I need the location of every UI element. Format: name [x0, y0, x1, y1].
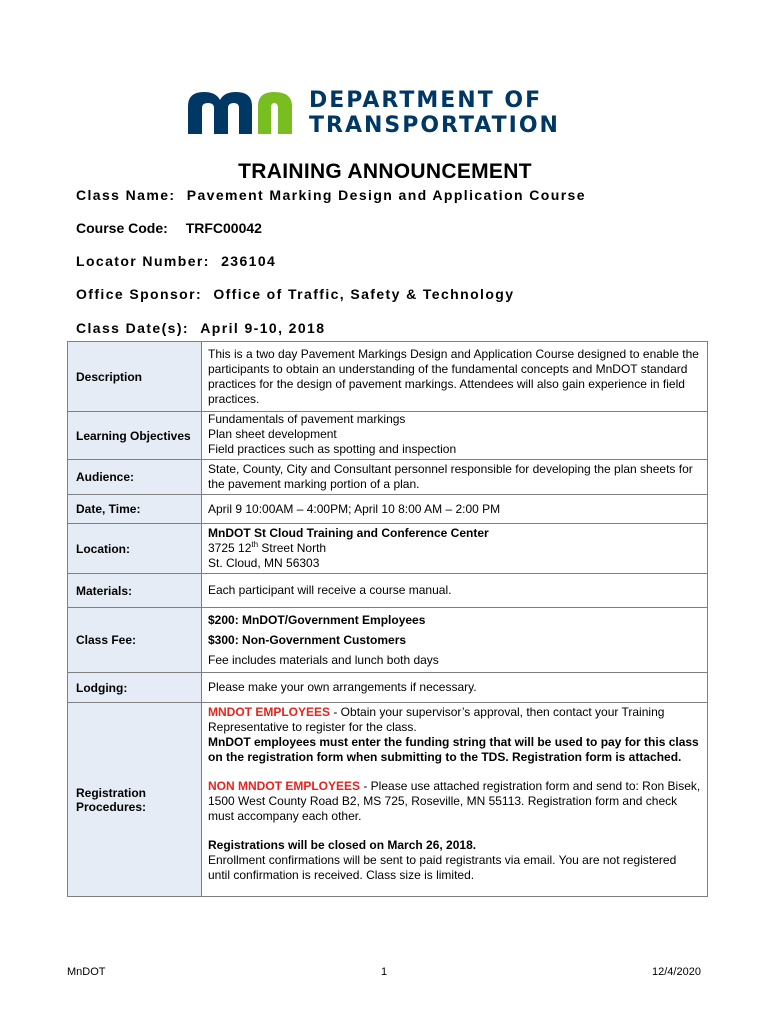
- locator-line: [76, 253, 276, 269]
- mndot-logo: [186, 88, 586, 140]
- location-text: [202, 524, 708, 574]
- reg-mndot-head: MNDOT EMPLOYEES: [208, 705, 331, 719]
- footer-left: MnDOT: [67, 966, 106, 978]
- sponsor-value: Office of Traffic, Safety & Technology: [213, 286, 515, 302]
- reg-confirm: Enrollment confirmations will be sent to paid registrants via email. You are not registered until confirmation is received. Class size is limited.: [208, 853, 677, 882]
- datetime-text: April 9 10:00AM – 4:00PM; April 10 8:00 AM – 2:00 PM: [202, 495, 708, 524]
- location-street-num: 3725 12: [208, 541, 252, 555]
- row-fee: [68, 608, 708, 673]
- dates-value: April 9-10, 2018: [200, 320, 326, 336]
- mn-logo-icon: [186, 88, 296, 136]
- page-title: TRAINING ANNOUNCEMENT: [238, 160, 532, 183]
- logo-wordmark: [309, 88, 560, 138]
- fee-text: [202, 608, 708, 673]
- logo-line-2: TRANSPORTATION: [309, 113, 560, 138]
- reg-mndot-text: - Obtain your supervisor’s approval, then contact your Training Representative to register for the class.: [208, 705, 665, 734]
- course-info-table: [67, 341, 708, 897]
- objectives-list: [202, 412, 708, 460]
- fee-gov: $200: MnDOT/Government Employees: [208, 613, 426, 627]
- reg-mndot-para: [208, 705, 701, 735]
- sponsor-line: [76, 286, 514, 302]
- description-text: This is a two day Pavement Markings Design and Application Course designed to enable the participants to obtain an understanding of the fundamental concepts and MnDOT standard practices for the design of pavement markings. Attendees will also gain experience in field practices.: [202, 342, 708, 412]
- fee-nongov: $300: Non-Government Customers: [208, 633, 407, 647]
- row-audience: [68, 460, 708, 495]
- lodging-label: Lodging:: [68, 673, 202, 703]
- materials-text: Each participant will receive a course manual.: [202, 574, 708, 608]
- reg-non-text: - Please use attached registration form and send to: Ron Bisek, 1500 West County Road B2, MS 725, Roseville, MN 55113. Registration form and check must accompany each other.: [208, 779, 701, 823]
- class-name-value: Pavement Marking Design and Application Course: [186, 187, 586, 203]
- row-lodging: [68, 673, 708, 703]
- location-street-sup: th: [251, 540, 259, 549]
- objective-item: Plan sheet development: [208, 427, 337, 441]
- reg-mndot-bold: MnDOT employees must enter the funding string that will be used to pay for this class on the registration form when submitting to the TDS. Registration form is attached.: [208, 735, 699, 764]
- sponsor-label: Office Sponsor:: [76, 286, 203, 302]
- location-street-rest: Street North: [258, 541, 327, 555]
- location-street: [208, 541, 701, 556]
- course-code-line: [76, 220, 262, 236]
- objectives-label: Learning Objectives: [68, 412, 202, 460]
- location-name: MnDOT St Cloud Training and Conference Center: [208, 526, 489, 540]
- lodging-text: Please make your own arrangements if necessary.: [202, 673, 708, 703]
- location-city: St. Cloud, MN 56303: [208, 556, 320, 570]
- objective-item: Fundamentals of pavement markings: [208, 412, 406, 426]
- row-registration: [68, 703, 708, 897]
- dates-label: Class Date(s):: [76, 320, 189, 336]
- course-code-label: Course Code:: [76, 220, 168, 236]
- footer-date: 12/4/2020: [652, 966, 701, 978]
- fee-note: Fee includes materials and lunch both days: [208, 653, 439, 667]
- registration-text: [202, 703, 708, 897]
- footer-page-number: 1: [381, 966, 388, 978]
- audience-label: Audience:: [68, 460, 202, 495]
- location-label: Location:: [68, 524, 202, 574]
- row-datetime: [68, 495, 708, 524]
- audience-text: State, County, City and Consultant personnel responsible for developing the plan sheets for the pavement marking portion of a plan.: [202, 460, 708, 495]
- class-name-label: Class Name:: [76, 187, 176, 203]
- description-label: Description: [68, 342, 202, 412]
- row-objectives: [68, 412, 708, 460]
- row-materials: [68, 574, 708, 608]
- reg-non-para: [208, 779, 701, 824]
- fee-label: Class Fee:: [68, 608, 202, 673]
- locator-label: Locator Number:: [76, 253, 210, 269]
- registration-label: Registration Procedures:: [68, 703, 202, 897]
- reg-closed: Registrations will be closed on March 26, 2018.: [208, 838, 477, 852]
- datetime-label: Date, Time:: [68, 495, 202, 524]
- locator-value: 236104: [221, 253, 277, 269]
- logo-line-1: DEPARTMENT OF: [309, 88, 543, 113]
- course-code-value: TRFC00042: [185, 220, 262, 236]
- dates-line: [76, 320, 325, 336]
- row-description: [68, 342, 708, 412]
- class-name-line: [76, 187, 586, 203]
- objective-item: Field practices such as spotting and inspection: [208, 442, 457, 456]
- reg-non-head: NON MNDOT EMPLOYEES: [208, 779, 361, 793]
- row-location: [68, 524, 708, 574]
- materials-label: Materials:: [68, 574, 202, 608]
